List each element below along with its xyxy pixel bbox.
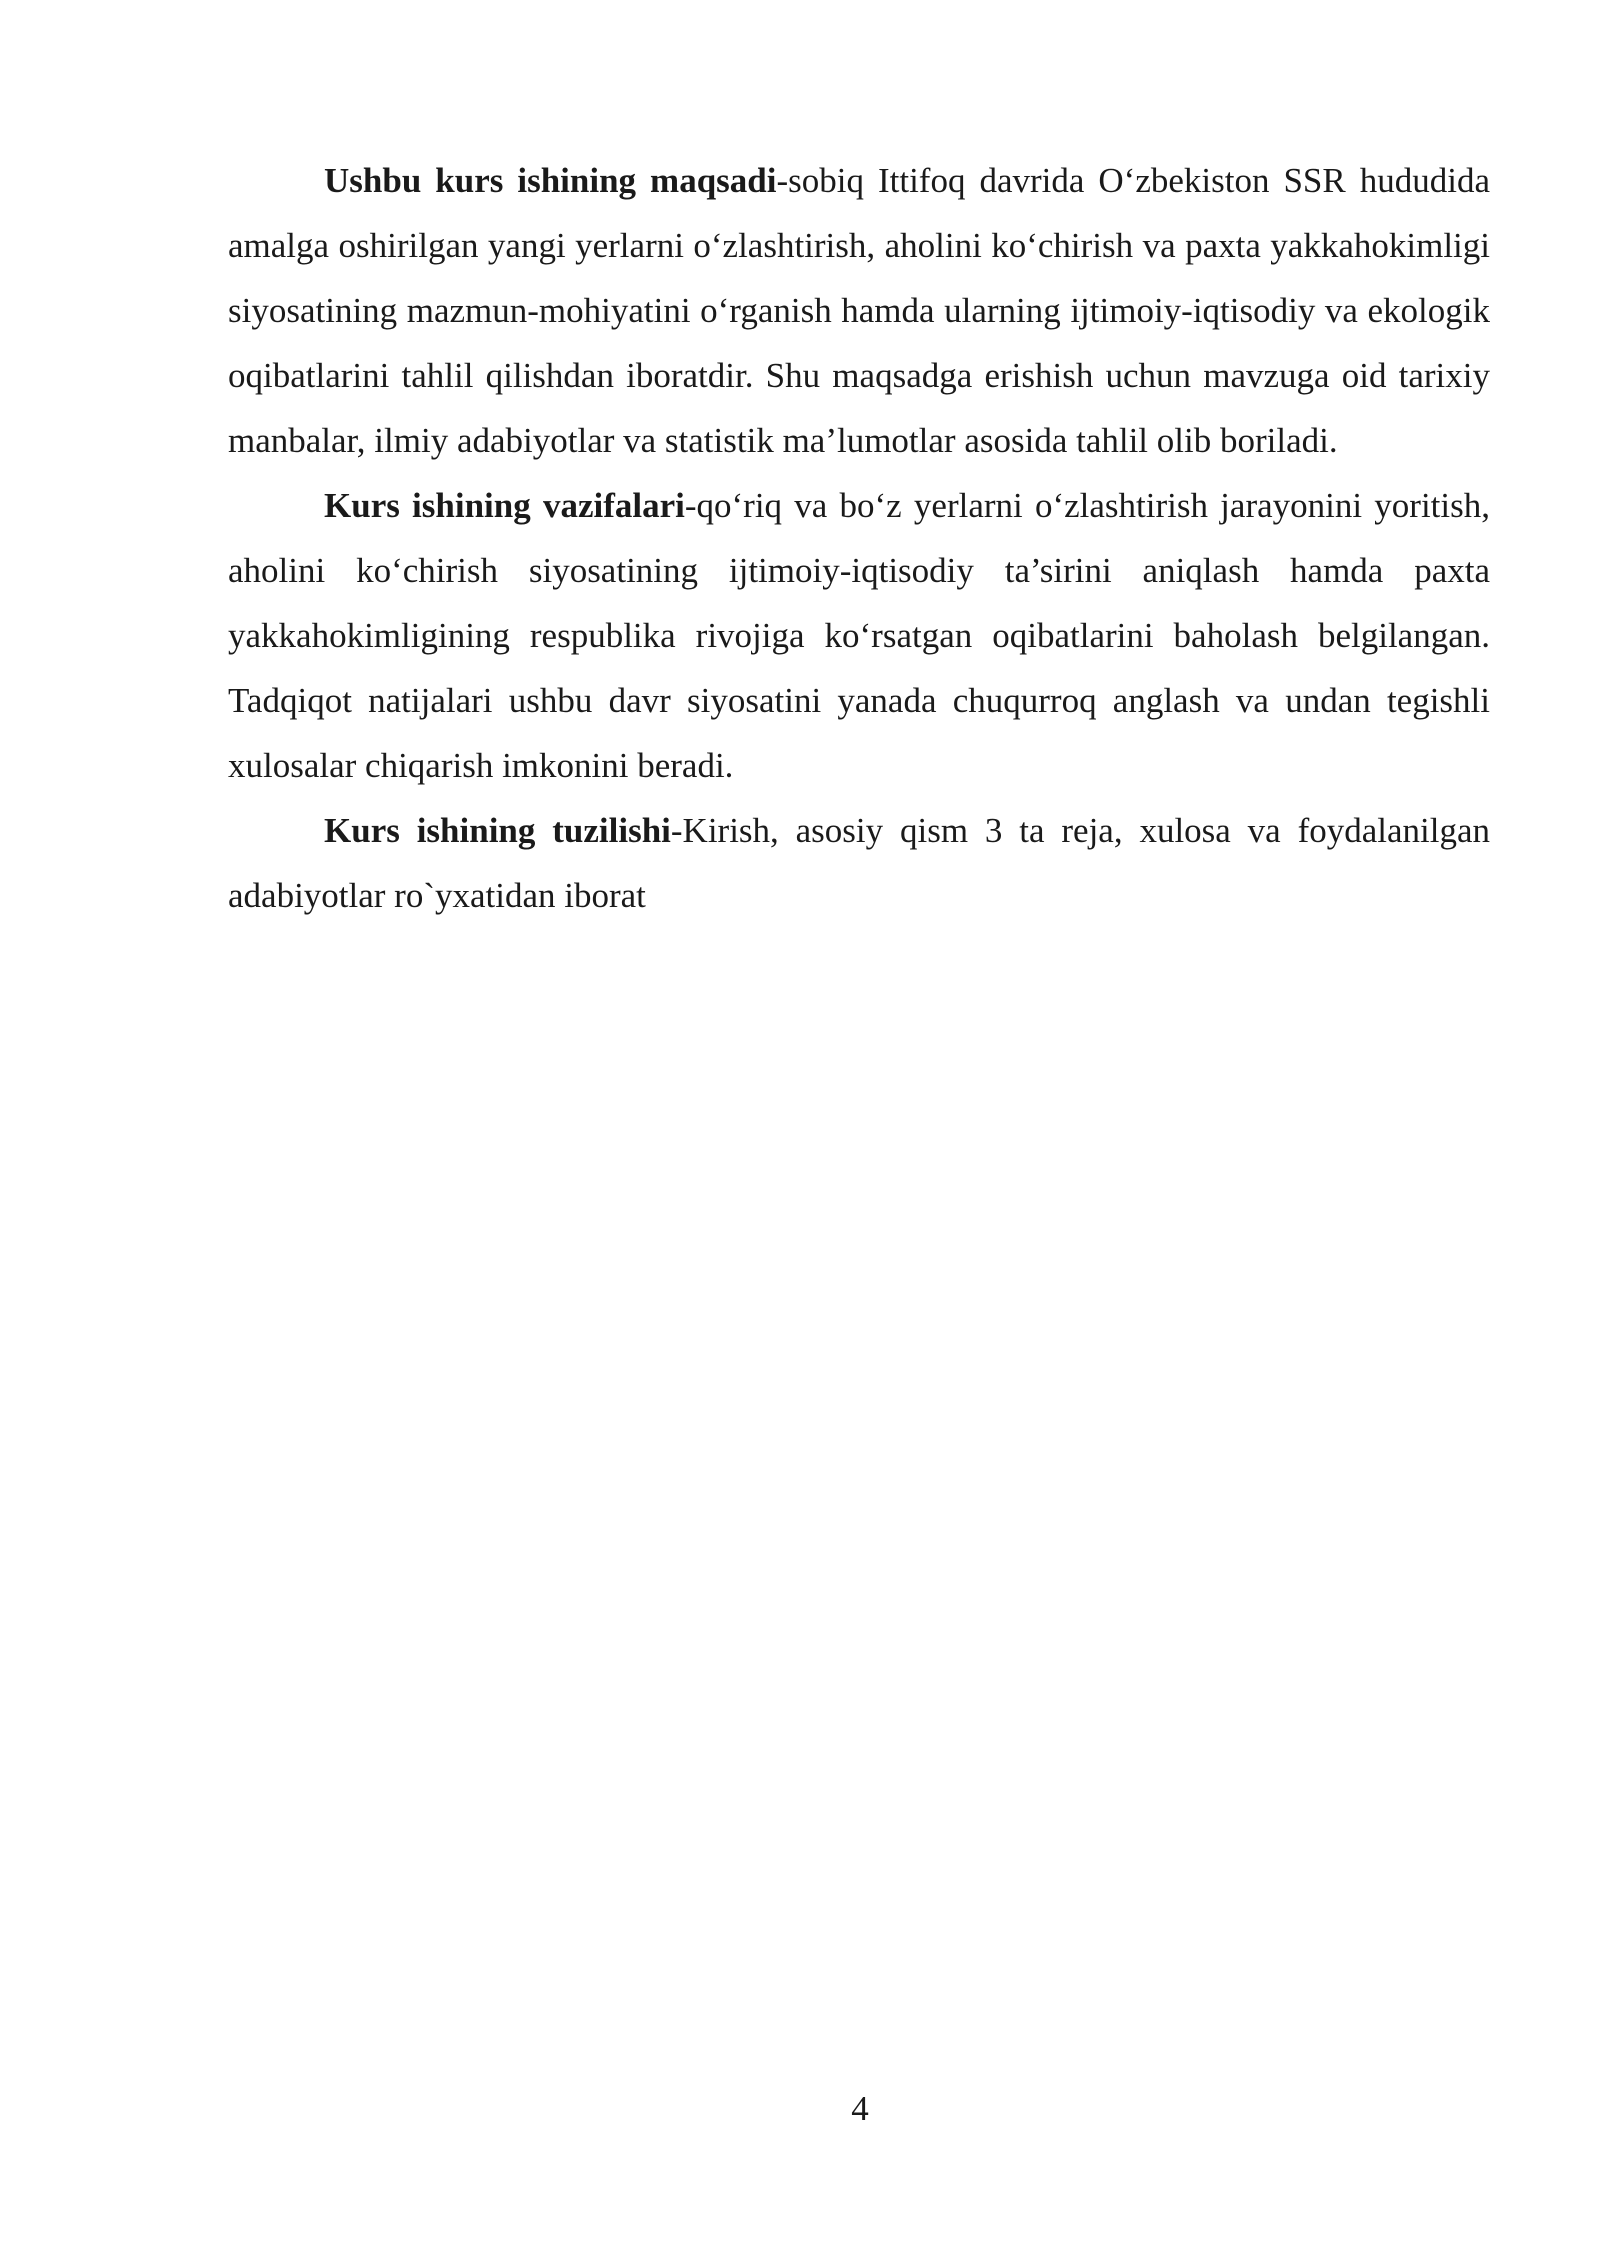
paragraph-purpose (228, 148, 1490, 473)
paragraph-text: -Kirish, asosiy qism 3 ta reja, xulosa va foydalanilgan adabiyotlar ro`yxatidan iborat (228, 811, 1491, 915)
paragraph-structure (228, 798, 1490, 928)
paragraph-text: -qo‘riq va bo‘z yerlarni o‘zlashtirish jarayonini yoritish, aholini ko‘chirish siyosatining ijtimoiy-iqtisodiy ta’sirini aniqlash hamda paxta yakkahokimligining respublika rivojiga ko‘rsatgan oqibatlarini baholash belgilangan. Tadqiqot natijalari ushbu davr siyosatini yanada chuqurroq anglash va undan tegishli xulosalar chiqarish imkonini beradi. (228, 486, 1490, 785)
paragraph-tasks (228, 473, 1490, 798)
paragraph-text: -sobiq Ittifoq davrida O‘zbekiston SSR hududida amalga oshirilgan yangi yerlarni o‘zlashtirish, aholini ko‘chirish va paxta yakkahokimligi siyosatining mazmun-mohiyatini o‘rganish hamda ularning ijtimoiy-iqtisodiy va ekologik oqibatlarini tahlil qilishdan iboratdir. Shu maqsadga erishish uchun mavzuga oid tarixiy manbalar, ilmiy adabiyotlar va statistik ma’lumotlar asosida tahlil olib boriladi. (228, 161, 1490, 460)
paragraph-heading: Kurs ishining tuzilishi (324, 811, 671, 850)
body-text (228, 148, 1490, 928)
paragraph-heading: Kurs ishining vazifalari (324, 486, 685, 525)
paragraph-heading: Ushbu kurs ishining maqsadi (324, 161, 777, 200)
page-number: 4 (851, 2089, 869, 2128)
